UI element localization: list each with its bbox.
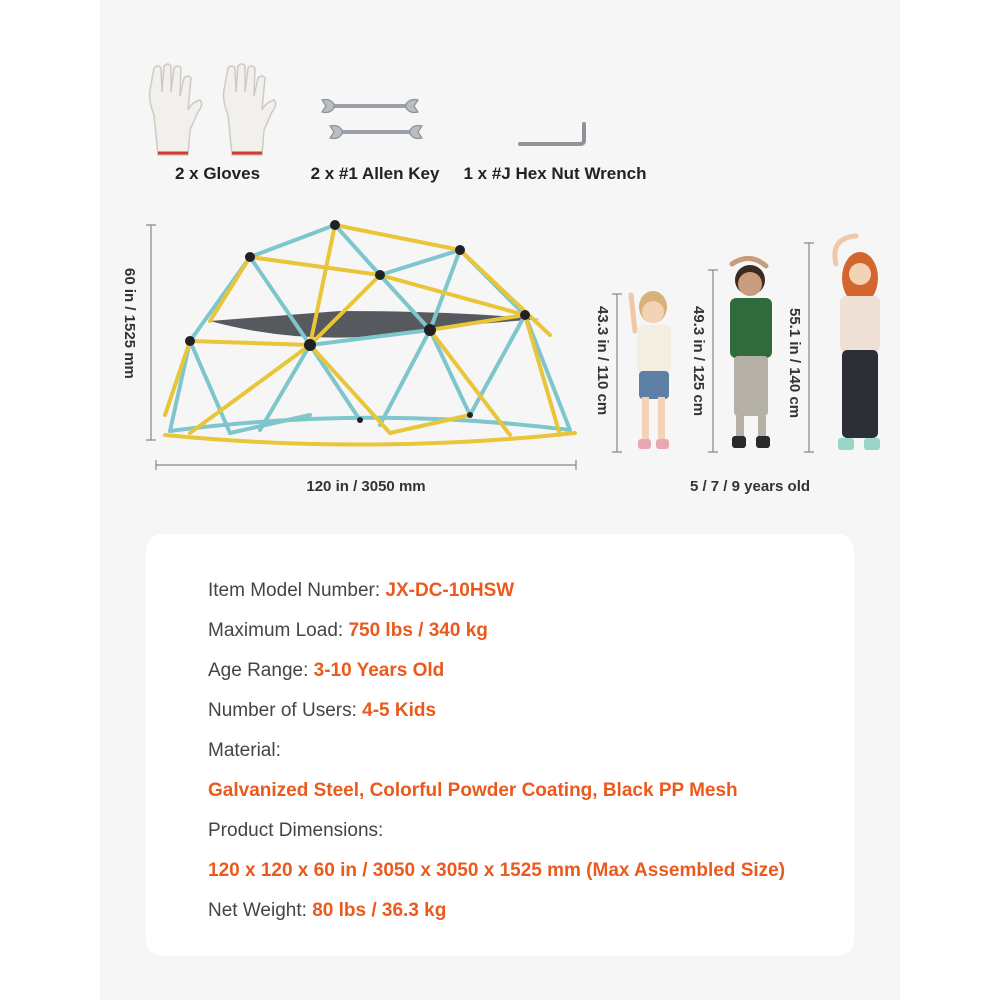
spec-weight (208, 900, 446, 922)
spec-model-value: JX-DC-10HSW (385, 580, 515, 601)
spec-age-value: 3-10 Years Old (313, 660, 445, 681)
accessory-hex-wrench (460, 110, 650, 190)
spec-users-label: Number of Users: (208, 700, 363, 721)
spec-age (208, 660, 444, 682)
kid-9-height-label: 55.1 in / 140 cm (786, 308, 803, 419)
accessory-allen-key-label: 2 x #1 Allen Key (310, 164, 440, 183)
spec-dims-value: 120 x 120 x 60 in / 3050 x 3050 x 1525 mm (Max Assembled Size) (208, 860, 786, 881)
ages-label: 5 / 7 / 9 years old (689, 478, 811, 495)
kid-7-years (720, 252, 785, 457)
dome-height-label: 60 in / 1525 mm (121, 268, 138, 379)
allen-key-icon (300, 90, 450, 150)
spec-material-label: Material: (208, 740, 281, 761)
kid-5-height-label: 43.3 in / 110 cm (594, 306, 611, 416)
spec-users (208, 700, 436, 722)
spec-weight-value: 80 lbs / 36.3 kg (312, 900, 447, 921)
kid-5-years (625, 285, 685, 455)
spec-load-value: 750 lbs / 340 kg (348, 620, 488, 641)
accessory-gloves (140, 60, 295, 190)
kid-9-height-line (804, 243, 814, 452)
accessory-hex-wrench-label: 1 x #J Hex Nut Wrench (463, 164, 647, 183)
spec-model (208, 580, 514, 602)
kid-7-height-line (708, 270, 718, 452)
spec-model-label: Item Model Number: (208, 580, 386, 601)
hex-wrench-icon (460, 110, 650, 150)
specs-card (146, 534, 854, 956)
dome-climber-illustration (150, 215, 590, 455)
spec-weight-label: Net Weight: (208, 900, 313, 921)
spec-load (208, 620, 488, 642)
spec-dims-label: Product Dimensions: (208, 820, 384, 841)
height-dimension-line (146, 225, 156, 440)
accessory-allen-key (300, 90, 450, 190)
spec-users-value: 4-5 Kids (362, 700, 437, 721)
kid-9-years (820, 228, 890, 458)
spec-age-label: Age Range: (208, 660, 314, 681)
dome-width-label: 120 in / 3050 mm (306, 478, 426, 495)
kid-7-height-label: 49.3 in / 125 cm (690, 306, 707, 417)
hammock-mesh (210, 311, 540, 338)
gloves-icon (140, 60, 295, 160)
kid-5-height-line (612, 294, 622, 452)
accessory-gloves-label: 2 x Gloves (174, 164, 261, 183)
spec-material-value: Galvanized Steel, Colorful Powder Coating, Black PP Mesh (208, 780, 738, 801)
width-dimension-line (156, 460, 576, 470)
spec-load-label: Maximum Load: (208, 620, 349, 641)
